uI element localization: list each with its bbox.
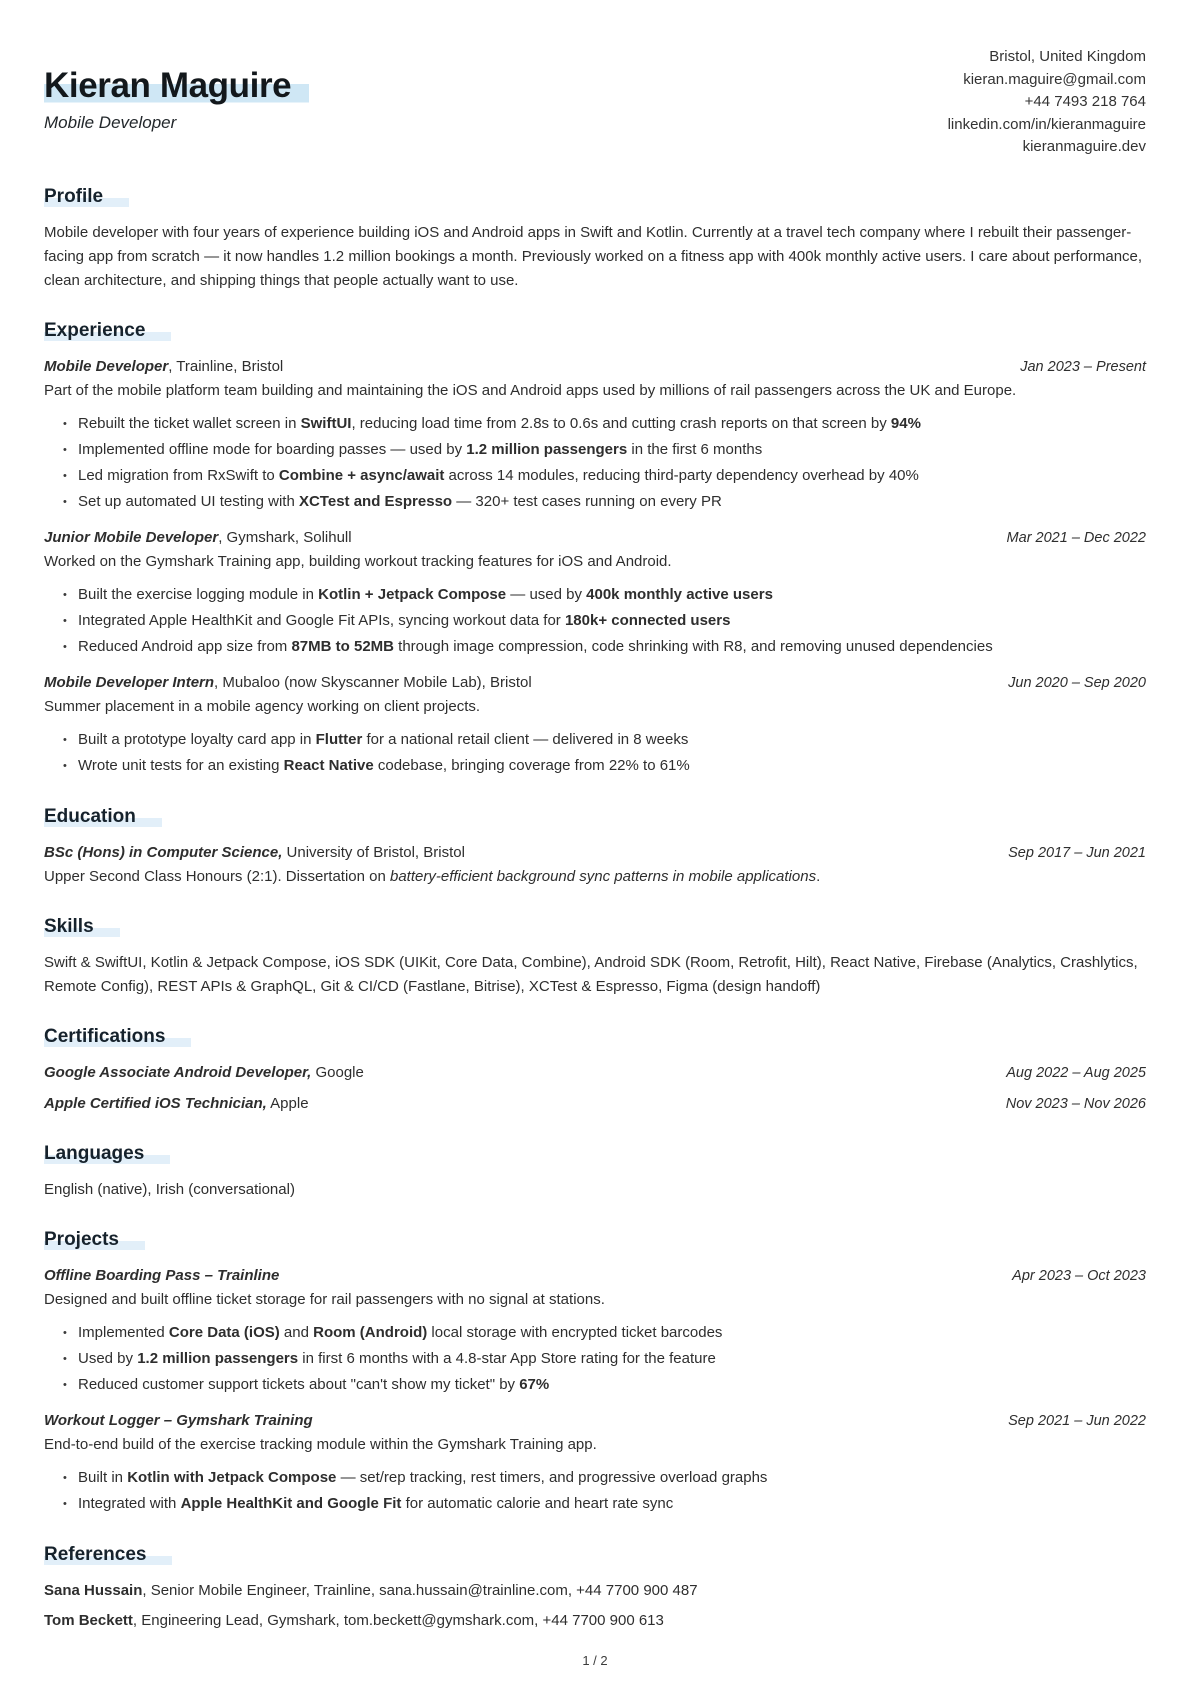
bullet-item: • Implemented offline mode for boarding passes — used by 1.2 million passengers in the first 6 months [62,437,1146,463]
entry-title: Mobile Developer Intern, Mubaloo (now Skyscanner Mobile Lab), Bristol [44,673,532,691]
certification-title: Apple Certified iOS Technician, Apple [44,1094,309,1112]
section-languages [44,1143,1146,1202]
header [44,44,1146,159]
entry-dates: Sep 2017 – Jun 2021 [1008,844,1146,861]
section-certifications [44,1026,1146,1116]
projects-heading: Projects [44,1229,1146,1251]
education-heading: Education [44,806,1146,828]
bullet-item: • Wrote unit tests for an existing React Native codebase, bringing coverage from 22% to 61% [62,753,1146,779]
footer [0,1653,1190,1668]
bullet-item: • Used by 1.2 million passengers in first 6 months with a 4.8-star App Store rating for the feature [62,1346,1146,1372]
contact-website: kieranmaguire.dev [1022,138,1146,155]
experience-entry [44,526,1146,660]
entry-dates: Mar 2021 – Dec 2022 [1006,529,1146,546]
bullet-list [44,411,1146,515]
contact-phone: +44 7493 218 764 [1024,93,1146,110]
bullet-item: • Reduced customer support tickets about "can't show my ticket" by 67% [62,1372,1146,1398]
entry-dates: Apr 2023 – Oct 2023 [1012,1267,1146,1284]
certification-row [44,1092,1146,1116]
experience-entry [44,671,1146,779]
entry-title: Junior Mobile Developer, Gymshark, Solihull [44,528,352,546]
certification-title: Google Associate Android Developer, Google [44,1063,364,1081]
contact-linkedin: linkedin.com/in/kieranmaguire [947,115,1146,133]
degree-title: BSc (Hons) in Computer Science, University of Bristol, Bristol [44,843,465,861]
section-projects [44,1229,1146,1517]
bullet-item: • Integrated with Apple HealthKit and Google Fit for automatic calorie and heart rate sync [62,1491,1146,1517]
entry-head [44,841,1146,865]
bullet-item: • Implemented Core Data (iOS) and Room (Android) local storage with encrypted ticket barcodes [62,1320,1146,1346]
page-number: 1 / 2 [582,1653,608,1668]
experience-entry [44,355,1146,515]
bullet-item: • Led migration from RxSwift to Combine + async/await across 14 modules, reducing third-party dependency overhead by 40% [62,463,1146,489]
section-references [44,1544,1146,1633]
certification-dates: Aug 2022 – Aug 2025 [1006,1064,1146,1081]
entry-head [44,526,1146,550]
project-title: Workout Logger – Gymshark Training [44,1411,313,1429]
project-entry [44,1409,1146,1517]
certifications-heading: Certifications [44,1026,1146,1048]
skills-heading: Skills [44,916,1146,938]
entry-summary: Designed and built offline ticket storage for rail passengers with no signal at stations. [44,1290,605,1308]
bullet-item: • Set up automated UI testing with XCTest and Espresso — 320+ test cases running on every PR [62,489,1146,515]
candidate-job-title: Mobile Developer [44,113,177,132]
reference-line: Tom Beckett, Engineering Lead, Gymshark, tom.beckett@gymshark.com, +44 7700 900 613 [44,1611,664,1629]
skills-text: Swift & SwiftUI, Kotlin & Jetpack Compose, iOS SDK (UIKit, Core Data, Combine), Android SDK (Room, Retrofit, Hilt), React Native, Firebase (Analytics, Crashlytics, Remote Config), REST APIs & GraphQL, Git & CI/CD (Fastlane, Bitrise), XCTest & Espresso, Figma (design handoff) [44,953,1138,995]
entry-head [44,1409,1146,1433]
entry-dates: Jan 2023 – Present [1020,358,1146,375]
bullet-list [44,582,1146,660]
candidate-name: Kieran Maguire [44,66,309,106]
bullet-item: • Built the exercise logging module in Kotlin + Jetpack Compose — used by 400k monthly active users [62,582,1146,608]
languages-heading: Languages [44,1143,1146,1165]
bullet-list [44,1465,1146,1517]
experience-heading: Experience [44,320,1146,342]
entry-head [44,355,1146,379]
bullet-list [44,727,1146,779]
entry-summary: Summer placement in a mobile agency working on client projects. [44,697,481,715]
reference-line: Sana Hussain, Senior Mobile Engineer, Trainline, sana.hussain@trainline.com, +44 7700 900 487 [44,1581,698,1599]
header-identity [44,44,309,133]
profile-heading: Profile [44,186,1146,208]
entry-title: Mobile Developer, Trainline, Bristol [44,357,284,375]
entry-summary: Worked on the Gymshark Training app, building workout tracking features for iOS and Android. [44,552,672,570]
section-education [44,806,1146,889]
contact-block [948,44,1146,159]
entry-head [44,671,1146,695]
entry-summary: Part of the mobile platform team building and maintaining the iOS and Android apps used by millions of rail passengers across the UK and Europe. [44,381,1017,399]
certification-dates: Nov 2023 – Nov 2026 [1005,1095,1146,1112]
bullet-item: • Integrated Apple HealthKit and Google Fit APIs, syncing workout data for 180k+ connected users [62,608,1146,634]
bullet-item: • Built in Kotlin with Jetpack Compose — set/rep tracking, rest timers, and progressive overload graphs [62,1465,1146,1491]
entry-summary: End-to-end build of the exercise tracking module within the Gymshark Training app. [44,1435,597,1453]
entry-dates: Jun 2020 – Sep 2020 [1008,674,1146,691]
profile-text: Mobile developer with four years of experience building iOS and Android apps in Swift and Kotlin. Currently at a travel tech company where I rebuilt their passenger-facing app from scratch — it now handles 1.2 million bookings a month. Previously worked on a fitness app with 400k monthly active users. I care about performance, clean architecture, and shipping things that people actually want to use. [44,223,1143,289]
bullet-list [44,1320,1146,1398]
entry-dates: Sep 2021 – Jun 2022 [1008,1412,1146,1429]
contact-location: Bristol, United Kingdom [989,48,1146,65]
project-title: Offline Boarding Pass – Trainline [44,1266,280,1284]
languages-text: English (native), Irish (conversational) [44,1180,295,1198]
contact-email: kieran.maguire@gmail.com [963,70,1146,88]
certification-row [44,1061,1146,1085]
section-skills [44,916,1146,999]
section-profile [44,186,1146,293]
section-experience [44,320,1146,779]
education-detail: Upper Second Class Honours (2:1). Dissertation on battery-efficient background sync patterns in mobile applications. [44,867,821,885]
bullet-item: • Built a prototype loyalty card app in Flutter for a national retail client — delivered in 8 weeks [62,727,1146,753]
references-heading: References [44,1544,1146,1566]
entry-head [44,1264,1146,1288]
bullet-item: • Reduced Android app size from 87MB to 52MB through image compression, code shrinking with R8, and removing unused dependencies [62,634,1146,660]
bullet-item: • Rebuilt the ticket wallet screen in SwiftUI, reducing load time from 2.8s to 0.6s and cutting crash reports on that screen by 94% [62,411,1146,437]
project-entry [44,1264,1146,1398]
